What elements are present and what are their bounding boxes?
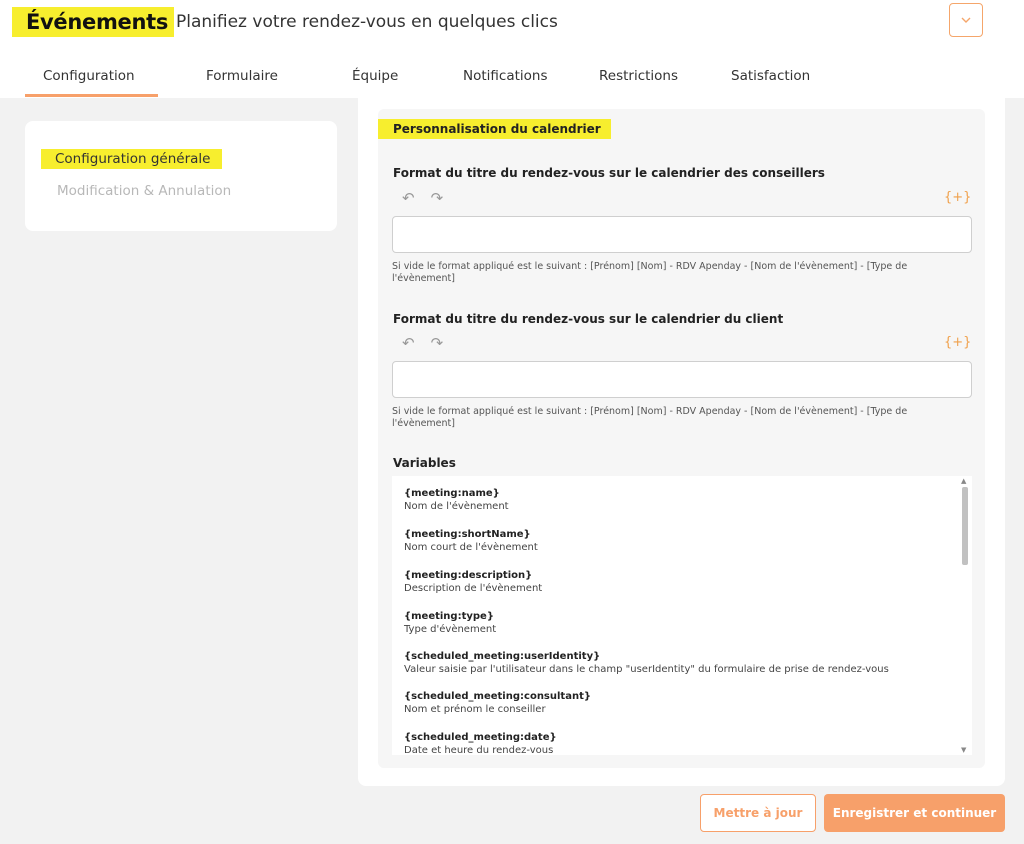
client-editor-toolbar	[402, 334, 443, 352]
list-item	[404, 529, 538, 555]
client-title-label: Format du titre du rendez-vous sur le calendrier du client	[393, 312, 784, 326]
page-title-highlight	[12, 7, 174, 37]
list-item	[404, 732, 557, 755]
variables-scrollbar[interactable]	[958, 476, 972, 755]
update-button[interactable]: Mettre à jour	[700, 794, 816, 832]
client-insert-variable-button[interactable]: {+}	[944, 335, 972, 350]
variables-list[interactable]	[392, 476, 972, 755]
redo-icon[interactable]: ↷	[430, 334, 444, 352]
advisor-insert-variable-button[interactable]: {+}	[944, 190, 972, 205]
scrollbar-thumb[interactable]	[962, 487, 968, 565]
list-item	[404, 611, 496, 637]
variable-key: {meeting:description}	[404, 570, 533, 581]
variables-title: Variables	[393, 456, 456, 470]
tab-formulaire[interactable]: Formulaire	[206, 68, 278, 84]
collapse-button[interactable]	[949, 3, 983, 37]
undo-icon[interactable]: ↶	[402, 334, 415, 352]
section-title-text: Personnalisation du calendrier	[378, 119, 611, 139]
active-tab-indicator	[25, 94, 158, 97]
save-continue-button[interactable]: Enregistrer et continuer	[824, 794, 1005, 832]
page-title: Événements	[26, 10, 169, 34]
variable-description: Type d'évènement	[404, 624, 497, 635]
tab-restrictions[interactable]: Restrictions	[599, 68, 679, 84]
variable-description: Nom et prénom le conseiller	[404, 704, 546, 715]
sidebar-item-modification-annulation[interactable]	[57, 183, 231, 199]
tab-equipe[interactable]: Équipe	[352, 68, 399, 84]
sidebar-item-configuration-generale[interactable]	[57, 151, 222, 167]
tab-satisfaction[interactable]: Satisfaction	[731, 68, 811, 84]
variable-key: {scheduled_meeting:date}	[404, 732, 557, 743]
scroll-up-icon[interactable]: ▲	[961, 477, 967, 485]
advisor-editor-toolbar	[402, 189, 443, 207]
list-item	[404, 488, 509, 514]
list-item	[404, 570, 542, 596]
advisor-title-input[interactable]	[392, 216, 972, 253]
content-panel	[358, 98, 1005, 786]
redo-icon[interactable]: ↷	[430, 189, 444, 207]
client-title-input[interactable]	[392, 361, 972, 398]
sidebar	[25, 121, 337, 231]
tab-bar	[0, 60, 1024, 98]
undo-icon[interactable]: ↶	[402, 189, 415, 207]
chevron-down-icon	[960, 16, 972, 24]
section-title	[378, 122, 611, 136]
page-subtitle: Planifiez votre rendez-vous en quelques clics	[176, 12, 558, 32]
variable-description: Date et heure du rendez-vous	[404, 745, 554, 755]
variable-description: Valeur saisie par l'utilisateur dans le champ "userIdentity" du formulaire de prise de rendez-vous	[404, 664, 889, 675]
variable-key: {scheduled_meeting:userIdentity}	[404, 651, 601, 662]
variable-description: Description de l'évènement	[404, 583, 543, 594]
variable-key: {meeting:shortName}	[404, 529, 531, 540]
variable-key: {meeting:type}	[404, 611, 494, 622]
advisor-title-label: Format du titre du rendez-vous sur le calendrier des conseillers	[393, 166, 825, 180]
tab-notifications[interactable]: Notifications	[463, 68, 548, 84]
calendar-settings-section	[378, 109, 985, 768]
sidebar-item-label: Modification & Annulation	[57, 183, 232, 199]
advisor-title-help: Si vide le format appliqué est le suivant : [Prénom] [Nom] - RDV Apenday - [Nom de l'évènement] - [Type de l'évènement]	[392, 261, 908, 284]
list-item	[404, 651, 889, 677]
list-item	[404, 691, 591, 717]
client-title-help: Si vide le format appliqué est le suivant : [Prénom] [Nom] - RDV Apenday - [Nom de l'évènement] - [Type de l'évènement]	[392, 406, 908, 429]
sidebar-item-label: Configuration générale	[41, 149, 222, 169]
variable-key: {scheduled_meeting:consultant}	[404, 691, 591, 702]
main-area	[0, 98, 1024, 844]
tab-configuration[interactable]: Configuration	[43, 68, 135, 84]
page-header	[0, 0, 1024, 50]
variable-description: Nom de l'évènement	[404, 501, 509, 512]
scroll-down-icon[interactable]: ▼	[961, 746, 967, 754]
variable-description: Nom court de l'évènement	[404, 542, 538, 553]
variable-key: {meeting:name}	[404, 488, 500, 499]
